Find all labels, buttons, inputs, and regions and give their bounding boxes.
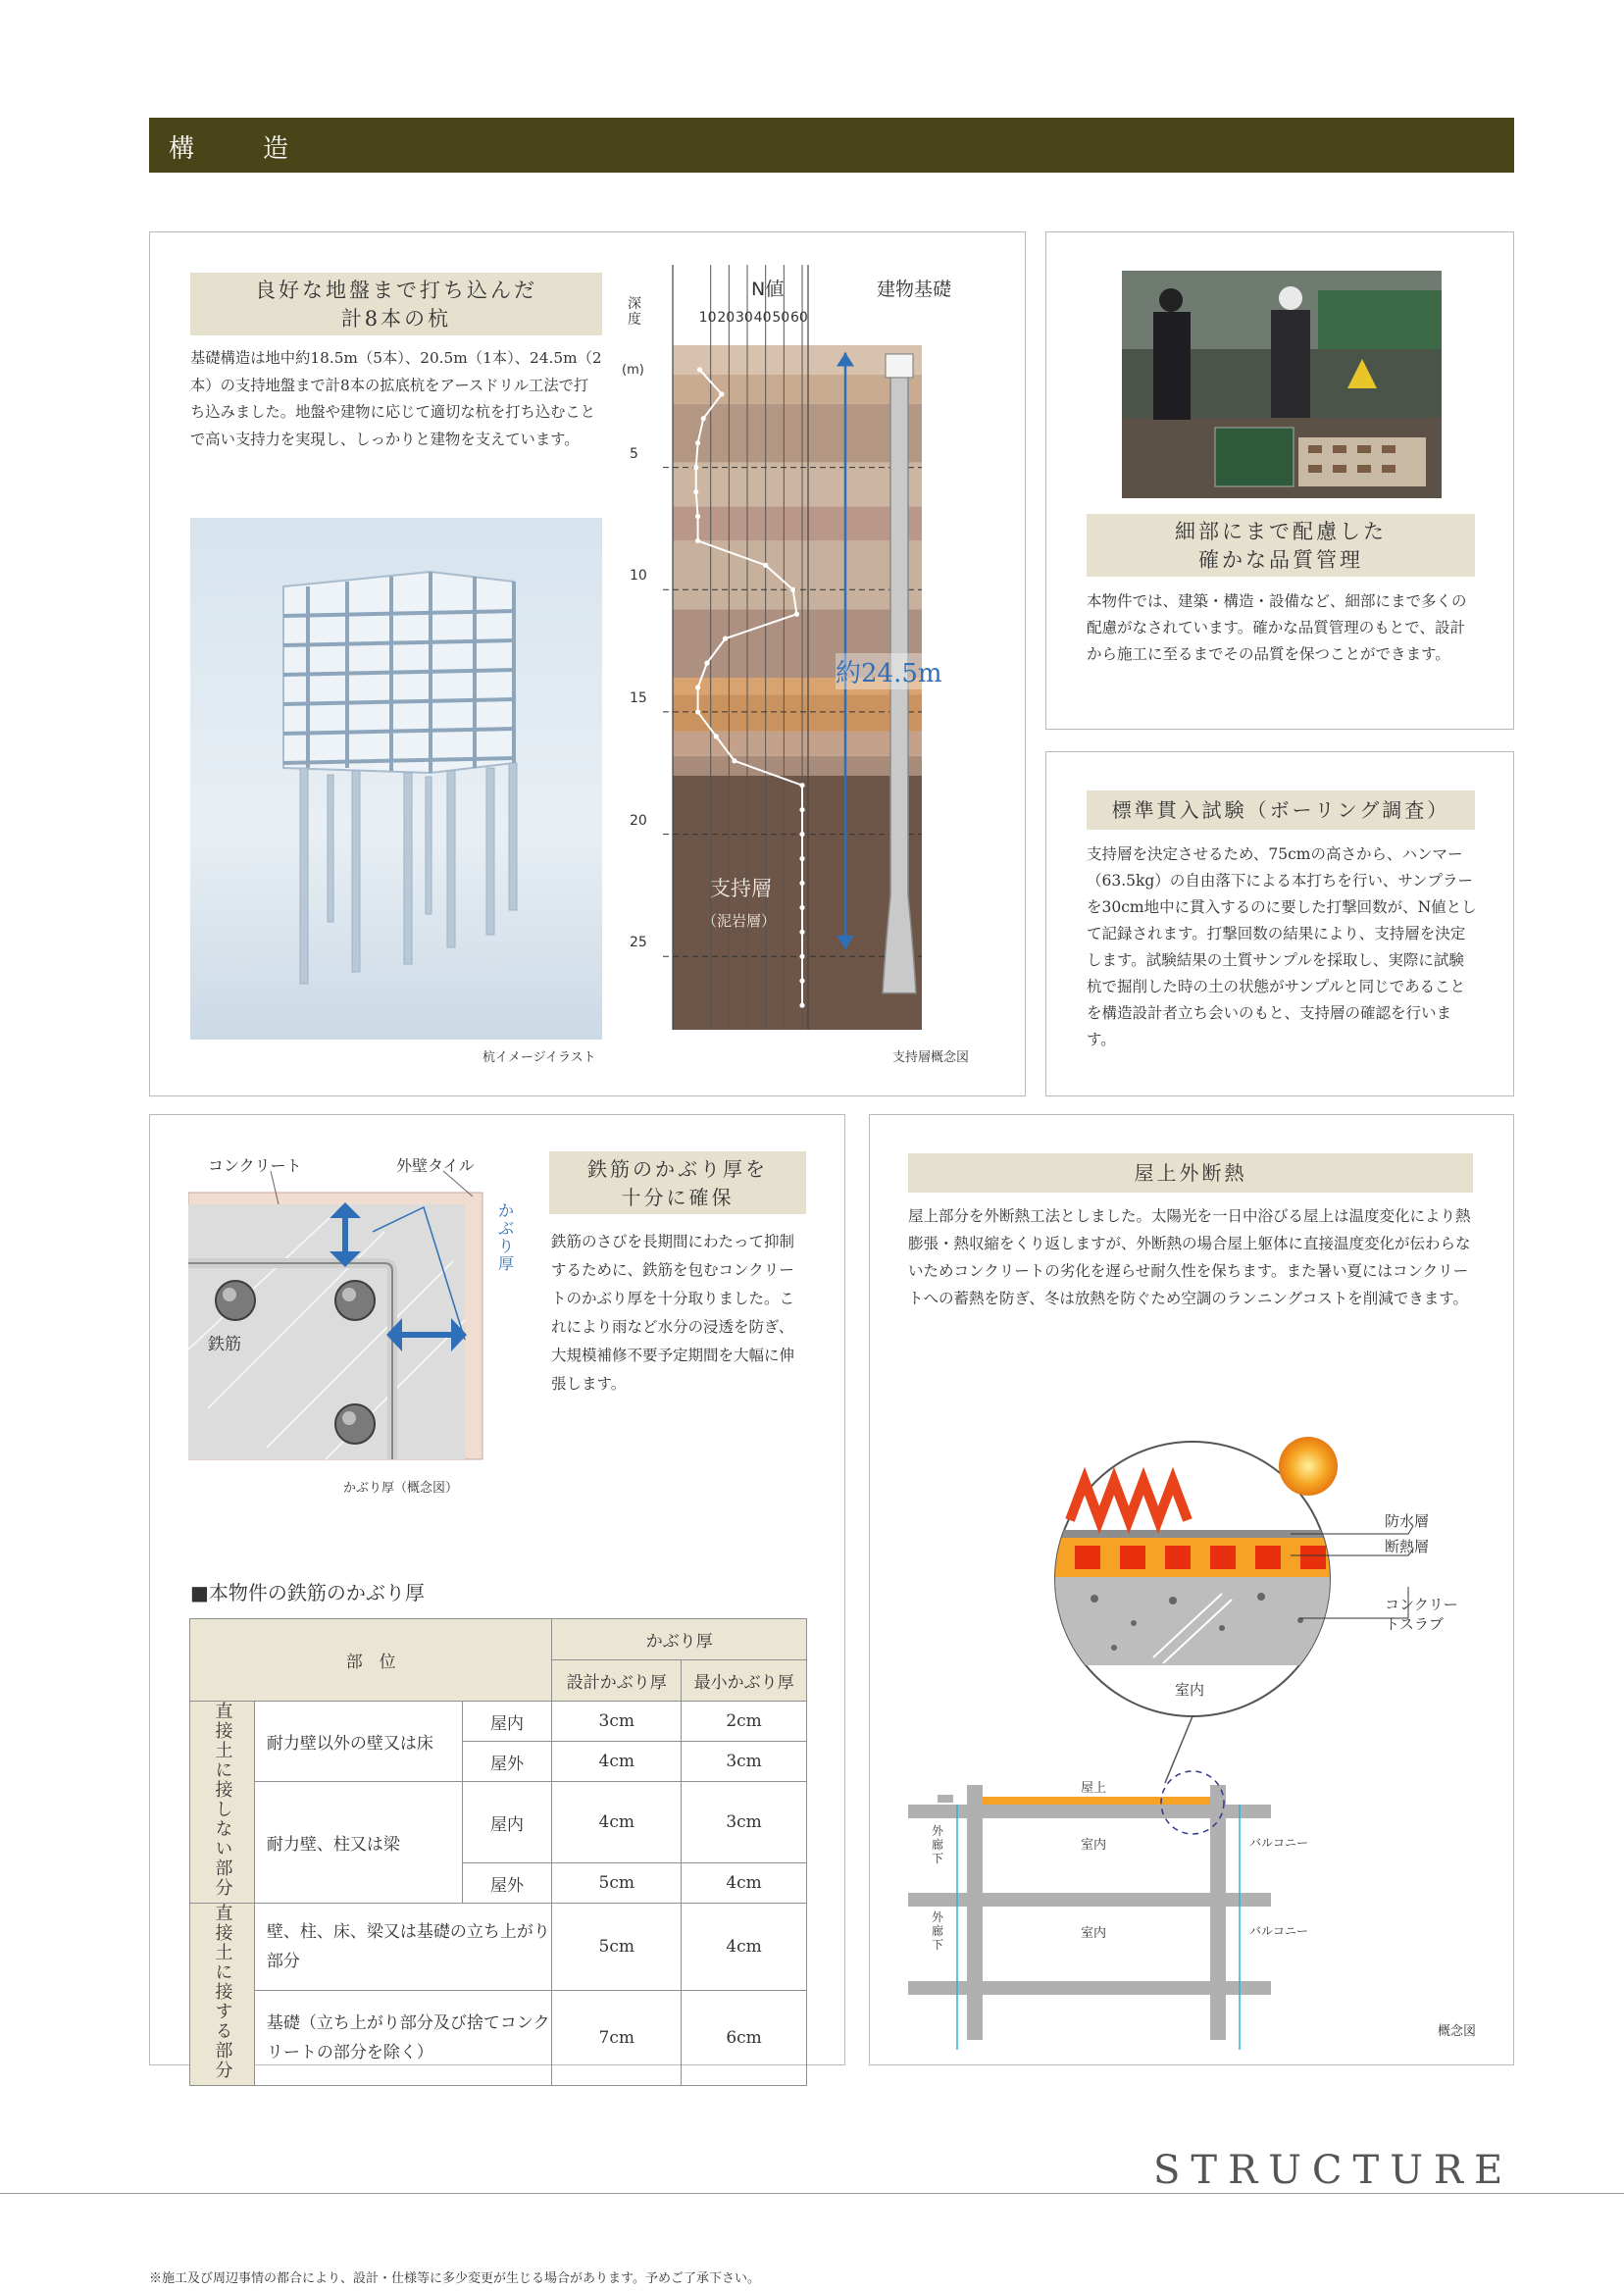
n-value-point [693,465,698,470]
n-value-point [697,367,702,372]
table-row-min: 2cm [682,1702,807,1742]
table-row-side: 屋外 [462,1863,552,1904]
table-row-design: 3cm [552,1702,682,1742]
cover-thickness-table [189,1618,807,2086]
n-value-point [695,440,700,445]
footer-note: ※施工及び周辺事情の都合により、設計・仕様等に多少変更が生じる場合があります。予めご了承下さい。 [149,2271,760,2286]
n-value-label: N値 [751,279,785,300]
rebar-label: 鉄筋 [208,1335,241,1354]
header-part: 部 位 [190,1619,552,1702]
table-row-min: 6cm [682,1990,807,2085]
n-value-point [790,587,795,592]
soil-layer-band [673,404,922,463]
n-tick-label: 40 [753,310,772,326]
slab-label: コンクリートスラブ [1385,1596,1458,1633]
footer-divider [0,2193,1624,2194]
piles-body-text: 基礎構造は地中約18.5m（5本）、20.5m（1本）、24.5m（2本）の支持地盤まで計8本の拡底杭をアースドリル工法で打ち込みました。地盤や建物に応じて適切な杭を打ち込むことで高い支持力を実現し、しっかりと建物を支えています。 [190,349,602,448]
n-value-point [695,685,700,689]
pile-illustration [190,518,602,1040]
n-value-point [799,930,804,935]
floor1-balcony-label: バルコニー [1249,1836,1309,1850]
cover-diagram-caption: かぶり厚（概念図） [343,1481,459,1496]
n-tick-label: 50 [772,310,790,326]
depth-tick-label: 5 [630,445,638,462]
table-row-design: 4cm [552,1782,682,1863]
floor1-corridor-label: 外廊下 [932,1824,944,1865]
soil-chart [618,265,990,1049]
bearing-layer-label: 支持層 [710,877,772,900]
table-row-side: 屋外 [462,1742,552,1782]
n-tick-label: 60 [790,310,808,326]
depth-tick-label: 25 [630,935,647,951]
structure-wordmark: STRUCTURE [1153,2148,1514,2193]
piles-heading-line1: 良好な地盤まで打ち込んだ [255,279,537,302]
group-contact-label: 直接土に接する部分 [212,1904,233,2080]
n-value-point [799,1002,804,1007]
n-value-point [799,807,804,812]
n-value-point [732,758,736,763]
soil-layer-band [673,756,922,776]
n-value-point [799,832,804,837]
table-row-design: 4cm [552,1742,682,1782]
n-value-point [799,881,804,886]
pile-cap [886,354,913,378]
table-row-part: 基礎（立ち上がり部分及び捨てコンクリートの部分を除く） [254,1990,551,2085]
quality-heading-line1: 細部にまで配慮した [1175,520,1387,543]
table-row-min: 4cm [682,1863,807,1904]
building-foundation-label: 建物基礎 [877,279,952,300]
bearing-layer-sublabel: （泥岩層） [702,912,777,930]
n-value-point [799,979,804,984]
header-design-cover: 設計かぶり厚 [552,1660,682,1702]
roof-insulation-diagram [898,1373,1487,2050]
group-contact [190,1904,255,2086]
soil-layer-band [673,694,922,731]
soil-layer-band [673,507,922,541]
soil-chart-caption: 支持層概念図 [892,1050,970,1065]
rooftop-label: 屋上 [1081,1781,1107,1796]
n-value-point [695,514,700,519]
section-header-bar [149,118,1514,173]
soil-layer-band [673,345,922,375]
waterproof-label: 防水層 [1385,1512,1430,1530]
n-value-point [693,489,698,494]
cover-heading-line1: 鉄筋のかぶり厚を [587,1157,768,1181]
n-value-point [704,660,709,665]
n-value-point [799,856,804,861]
tile-label: 外壁タイル [396,1156,475,1175]
quality-body-text: 本物件では、建築・構造・設備など、細部にまで多くの配慮がなされています。確かな品質管理のもとで、設計から施工に至るまでその品質を保つことができます。 [1087,592,1467,663]
n-tick-label: 30 [736,310,753,326]
group-no-contact-label: 直接土に接しない部分 [212,1702,233,1898]
header-cover-group: かぶり厚 [552,1619,807,1660]
quality-heading-line2: 確かな品質管理 [1198,548,1363,572]
cover-heading-line2: 十分に確保 [621,1186,735,1209]
group-no-contact [190,1702,255,1904]
n-value-point [723,636,728,641]
roof-diagram-caption: 概念図 [1438,2024,1477,2039]
pile-length-label: 約24.5m [836,653,942,689]
depth-tick-label: 20 [630,812,647,829]
n-value-point [695,538,700,543]
n-value-point [799,783,804,788]
table-row-part: 耐力壁、柱又は梁 [254,1782,462,1904]
construction-photo [1122,271,1442,498]
n-value-point [714,734,719,738]
n-value-point [719,391,724,396]
table-row-min: 4cm [682,1904,807,1991]
n-value-point [695,709,700,714]
roof-body-text: 屋上部分を外断熱工法としました。太陽光を一日中浴びる屋上は温度変化により熱膨張・熱収縮をくり返しますが、外断熱の場合屋上躯体に直接温度変化が伝わらないためコンクリートの劣化を遅らせ耐久性を保ちます。また暑い夏にはコンクリートへの蓄熱を防ぎ、冬は放熱を防ぐため空調のランニングコストを削減できます。 [908,1207,1471,1307]
table-row-design: 7cm [552,1990,682,2085]
soil-layer-band [673,463,922,507]
spt-body-text: 支持層を決定させるため、75cmの高さから、ハンマー（63.5kg）の自由落下による本打ちを行い、サンプラーを30cm地中に貫入するのに要した打撃回数が、N値として記録されます。打撃回数の結果により、支持層を決定します。試験結果の土質サンプルを採取し、実際に試験杭で掘削した時の土の状態がサンプルと同じであることを構造設計者立ち会いのもと、支持層の確認を行います。 [1087,845,1477,1048]
table-row-design: 5cm [552,1904,682,1991]
floor1-indoor-label: 室内 [1081,1838,1107,1853]
insulation-label: 断熱層 [1385,1538,1430,1555]
table-row-min: 3cm [682,1742,807,1782]
piles-heading-line2: 計8本の杭 [340,307,452,331]
concrete-label: コンクリート [208,1156,302,1175]
depth-unit-label: (m) [622,363,644,378]
floor2-corridor-label: 外廊下 [932,1910,944,1952]
n-value-point [799,954,804,959]
cover-diagram [188,1153,522,1467]
n-value-point [701,416,706,421]
floor2-balcony-label: バルコニー [1249,1924,1309,1938]
depth-label: 深度 [628,296,641,328]
spt-heading: 標準貫入試験（ボーリング調査） [1087,790,1475,830]
table-row-part: 壁、柱、床、梁又は基礎の立ち上がり部分 [254,1904,551,1991]
n-value-point [794,612,799,617]
cover-depth-label: かぶり厚 [498,1201,515,1273]
table-row-min: 3cm [682,1782,807,1863]
quality-heading [1087,514,1475,577]
circle-indoor-label: 室内 [1175,1681,1205,1699]
n-value-point [763,563,768,568]
n-tick-label: 20 [717,310,736,326]
depth-tick-label: 15 [630,689,647,706]
soil-layer-band [673,375,922,404]
section-title: 構 造 [169,134,311,164]
n-tick-label: 10 [698,310,717,326]
soil-layer-band [673,732,922,756]
cover-heading [549,1151,806,1214]
roof-heading: 屋上外断熱 [908,1153,1473,1193]
depth-tick-label: 10 [630,568,647,585]
header-min-cover: 最小かぶり厚 [682,1660,807,1702]
table-row-side: 屋内 [462,1702,552,1742]
n-value-point [799,905,804,910]
table-row-design: 5cm [552,1863,682,1904]
pile-illustration-caption: 杭イメージイラスト [482,1050,596,1065]
piles-heading [190,273,602,335]
floor2-indoor-label: 室内 [1081,1926,1107,1941]
cover-table-title: ■本物件の鉄筋のかぶり厚 [190,1581,425,1604]
table-row-side: 屋内 [462,1782,552,1863]
cover-body-text: 鉄筋のさびを長期間にわたって抑制するために、鉄筋を包むコンクリートのかぶり厚を十分取りました。これにより雨など水分の浸透を防ぎ、大規模補修不要予定期間を大幅に伸張します。 [551,1233,795,1393]
table-row-part: 耐力壁以外の壁又は床 [254,1702,462,1782]
soil-layer-band [673,540,922,609]
